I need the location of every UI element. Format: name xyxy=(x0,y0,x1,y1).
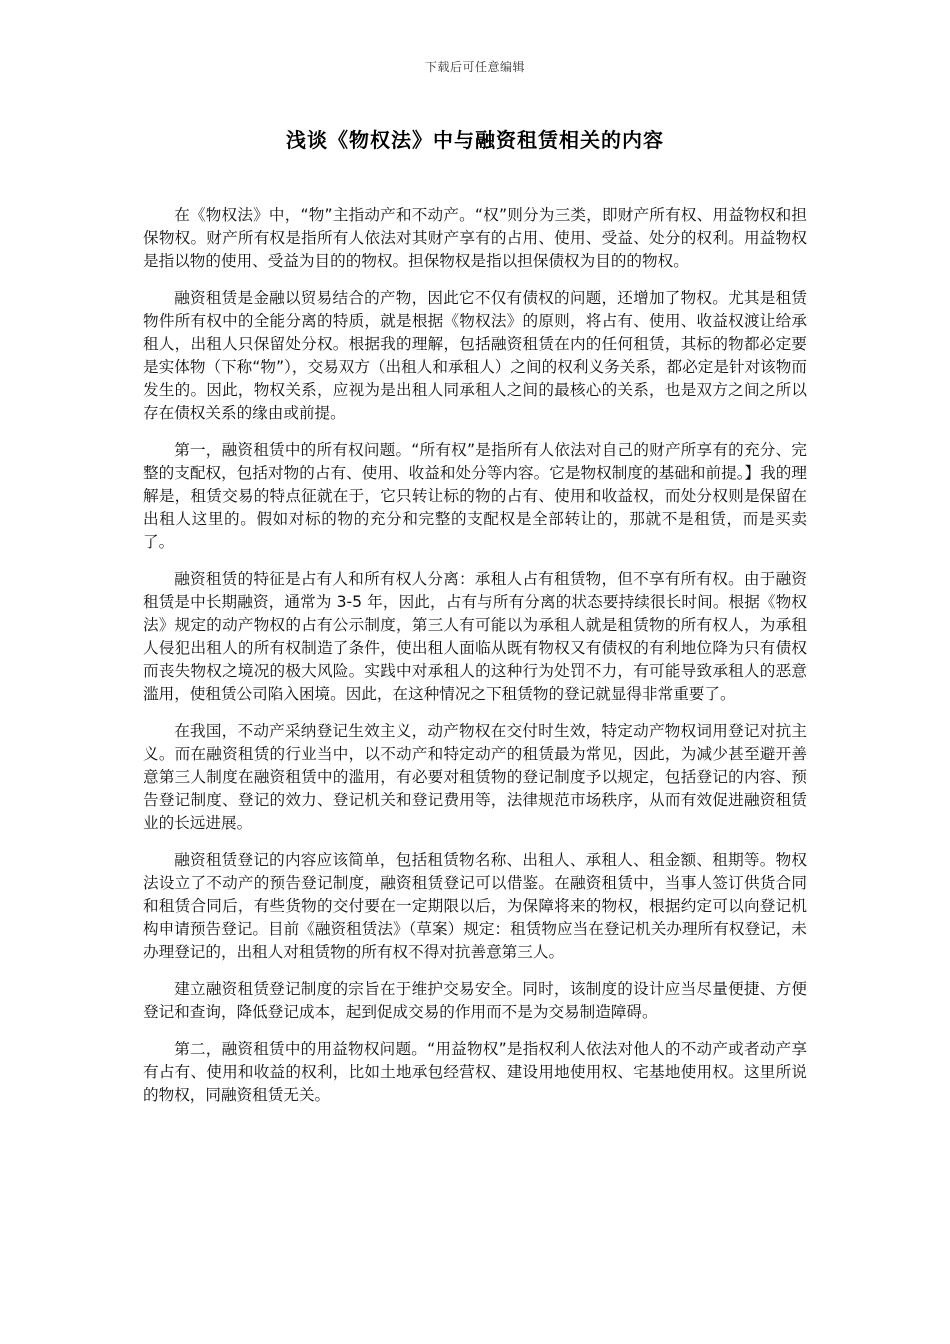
document-title: 浅谈《物权法》中与融资租赁相关的内容 xyxy=(286,128,664,152)
paragraph: 融资租赁登记的内容应该简单，包括租赁物名称、出租人、承租人、租金额、租期等。物权法设立了不动产的预告登记制度，融资租赁登记可以借鉴。在融资租赁中，当事人签订供货合同和租赁合同后，有些货物的交付要在一定期限以后，为保障将来的物权，根据约定可以向登记机构申请预告登记。目前《融资租赁法》（草案）规定：租赁物应当在登记机关办理所有权登记，未办理登记的，出租人对租赁物的所有权不得对抗善意第三人。 xyxy=(143,851,807,961)
paragraph: 建立融资租赁登记制度的宗旨在于维护交易安全。同时，该制度的设计应当尽量便捷、方便登记和查询，降低登记成本，起到促成交易的作用而不是为交易制造障碍。 xyxy=(143,980,807,1021)
header-note: 下载后可任意编辑 xyxy=(424,60,525,74)
paragraph: 融资租赁的特征是占有人和所有权人分离：承租人占有租赁物，但不享有所有权。由于融资租赁是中长期融资，通常为 3-5 年，因此，占有与所有分离的状态要持续很长时间。根据《物权法》规定的动产物权的占有公示制度，第三人有可能以为承租人就是租赁物的所有权人，为承租人侵犯出租人的所有权制造了条件，使出租人面临从既有物权又有债权的有利地位降为只有债权而丧失物权之境况的极大风险。实践中对承租人的这种行为处罚不力，有可能导致承租人的恶意滥用，使租赁公司陷入困境。因此，在这种情况之下租赁物的登记就显得非常重要了。 xyxy=(143,570,807,703)
paragraph: 在我国，不动产采纳登记生效主义，动产物权在交付时生效，特定动产物权词用登记对抗主义。而在融资租赁的行业当中，以不动产和特定动产的租赁最为常见，因此，为减少甚至避开善意第三人制度在融资租赁中的滥用，有必要对租赁物的登记制度予以规定，包括登记的内容、预告登记制度、登记的效力、登记机关和登记费用等，法律规范市场秩序，从而有效促进融资租赁业的长远进展。 xyxy=(143,722,807,832)
paragraph: 第一，融资租赁中的所有权问题。“所有权”是指所有人依法对自己的财产所享有的充分、完整的支配权，包括对物的占有、使用、收益和处分等内容。它是物权制度的基础和前提。】我的理解是，租赁交易的特点征就在于，它只转让标的物的占有、使用和收益权，而处分权则是保留在出租人这里的。假如对标的物的充分和完整的支配权是全部转让的，那就不是租赁，而是买卖了。 xyxy=(143,441,807,551)
paragraph: 在《物权法》中，“物”主指动产和不动产。“权”则分为三类，即财产所有权、用益物权和担保物权。财产所有权是指所有人依法对其财产享有的占用、使用、受益、处分的权利。用益物权是指以物的使用、受益为目的的物权。担保物权是指以担保债权为目的的物权。 xyxy=(143,206,807,270)
paragraph: 第二，融资租赁中的用益物权问题。“用益物权”是指权利人依法对他人的不动产或者动产享有占有、使用和收益的权利，比如土地承包经营权、建设用地使用权、宅基地使用权。这里所说的物权，同融资租赁无关。 xyxy=(143,1040,807,1104)
paragraph: 融资租赁是金融以贸易结合的产物，因此它不仅有债权的问题，还增加了物权。尤其是租赁物件所有权中的全能分离的特质，就是根据《物权法》的原则，将占有、使用、收益权渡让给承租人，出租人只保留处分权。根据我的理解，包括融资租赁在内的任何租赁，其标的物都必定要是实体物（下称“物”），交易双方（出租人和承租人）之间的权利义务关系，都必定是针对该物而发生的。因此，物权关系，应视为是出租人同承租人之间的最核心的关系，也是双方之间之所以存在债权关系的缘由或前提。 xyxy=(143,289,807,422)
document-body xyxy=(143,204,807,1121)
